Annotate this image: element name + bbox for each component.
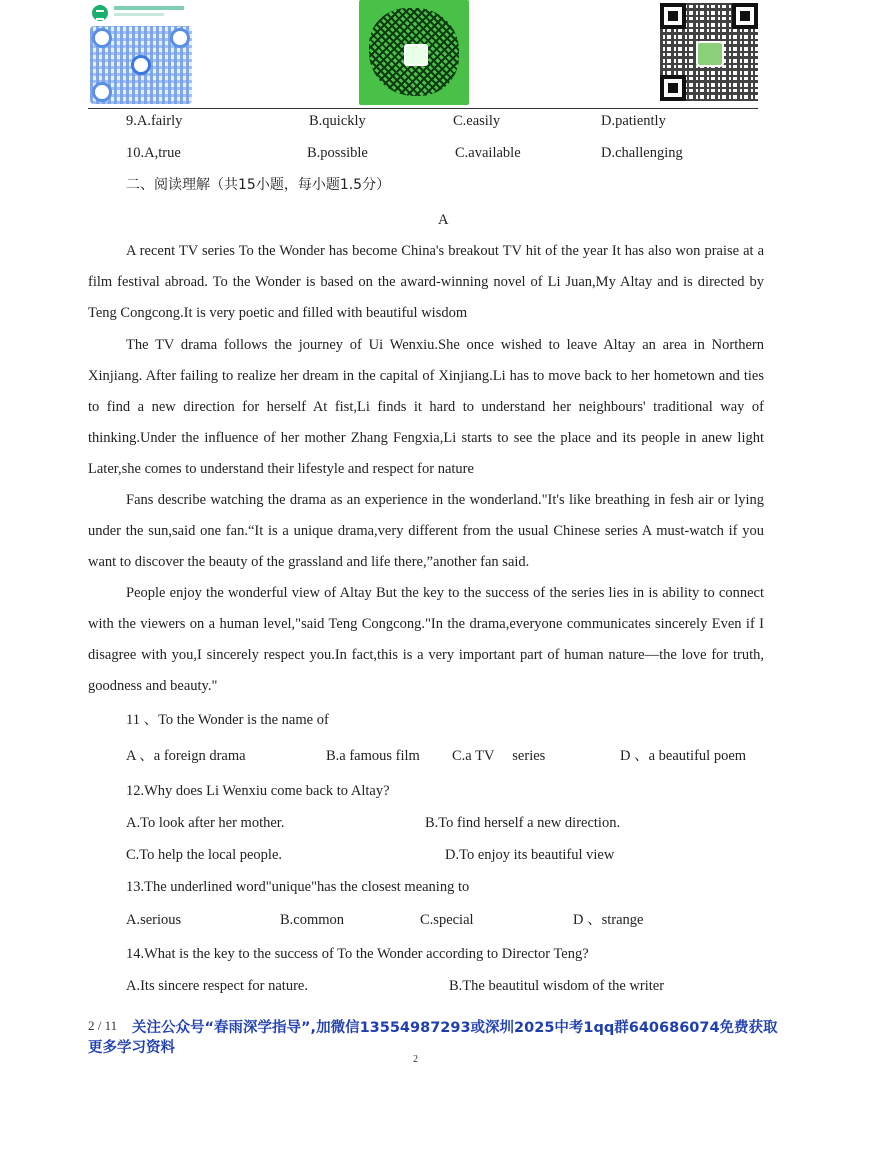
q12-option-a: A.To look after her mother. xyxy=(126,815,285,831)
q10-option-c: C.available xyxy=(455,145,521,161)
q10-option-b: B.possible xyxy=(307,145,368,161)
green-qr-code-icon xyxy=(359,0,469,105)
q13-stem: 13.The underlined word"unique"has the closest meaning to xyxy=(126,879,470,895)
mini-program-code xyxy=(90,26,192,104)
page-number: 2 xyxy=(413,1054,418,1065)
q12-option-d: D.To enjoy its beautiful view xyxy=(445,847,615,863)
q13-option-a: A.serious xyxy=(126,912,182,928)
q12-option-b: B.To find herself a new direction. xyxy=(425,815,621,831)
brand-logo xyxy=(90,2,192,20)
q10-option-a: 10.A,true xyxy=(126,145,181,161)
q11-option-b: B.a famous film xyxy=(326,748,420,764)
q14-option-b: B.The beautitul wisdom of the writer xyxy=(449,978,665,994)
paragraph-4: People enjoy the wonderful view of Altay But the key to the success of the series lies in is ability to connect with the viewers on a human level,"said Teng Congcong."In the drama,everyone communicates sincerely Even if I disagree with you,I sincerely respect you.In fact,this is a very important part of human nature—the love for truth, goodness and beauty." xyxy=(88,585,764,694)
q11-option-c: C.a TV series xyxy=(452,748,546,764)
qr-center-logo xyxy=(696,41,724,67)
q9-option-b: B.quickly xyxy=(309,113,366,129)
wechat-qr-code-icon xyxy=(660,3,758,101)
q13-option-c: C.special xyxy=(420,912,474,928)
q14-stem: 14.What is the key to the success of To the Wonder according to Director Teng? xyxy=(126,946,589,962)
q11-stem: 11 、To the Wonder is the name of xyxy=(126,712,329,728)
q13-option-b: B.common xyxy=(280,912,345,928)
q9-option-c: C.easily xyxy=(453,113,501,129)
q9-option-a: 9.A.fairly xyxy=(126,113,183,129)
q9-option-d: D.patiently xyxy=(601,113,666,129)
paragraph-2: The TV drama follows the journey of Ui Wenxiu.She once wished to leave Altay an area in Northern Xinjiang. After failing to realize her dream in the capital of Xinjiang.Li has to move back to her hometown and ties to find a new direction for herself At fist,Li finds it hard to understand her neighbours' traditional way of thinking.Under the influence of her mother Zhang Fengxia,Li starts to see the place and its people in anew light Later,she comes to understand their lifestyle and respect for nature xyxy=(88,337,764,477)
q11-option-d: D 、a beautiful poem xyxy=(620,748,747,764)
mini-program-qr-icon xyxy=(88,0,194,106)
paragraph-1: A recent TV series To the Wonder has become China's breakout TV hit of the year It has also won praise at a film festival abroad. To the Wonder is based on the award-winning novel of Li Juan,My Altay and is directed by Teng Congcong.It is very poetic and filled with beautiful wisdom xyxy=(88,243,764,321)
paragraph-3: Fans describe watching the drama as an experience in the wonderland."It's like breathing in fesh air or lying under the sun,said one fan.“It is a unique drama,very different from the usual Chinese series A must-watch if you want to discover the beauty of the grassland and life there,”another fan said. xyxy=(88,492,764,570)
q12-option-c: C.To help the local people. xyxy=(126,847,283,863)
q12-stem: 12.Why does Li Wenxiu come back to Altay? xyxy=(126,783,390,799)
footer-notice-line-2: 更多学习资料 xyxy=(88,1040,175,1056)
q10-option-d: D.challenging xyxy=(601,145,683,161)
q13-option-d: D 、strange xyxy=(573,912,644,928)
book-icon xyxy=(92,5,108,21)
section-title: 二、阅读理解（共15小题，每小题1.5分） xyxy=(126,177,391,193)
q11-option-a: A 、a foreign drama xyxy=(126,748,246,764)
passage-label: A xyxy=(438,212,449,228)
page-fraction: 2 / 11 xyxy=(88,1018,118,1033)
footer-notice-line-1: 关注公众号“春雨深学指导”,加微信13554987293或深圳2025中考1qq群640686074免费获取 xyxy=(132,1020,778,1036)
header-divider xyxy=(88,108,758,109)
q14-option-a: A.Its sincere respect for nature. xyxy=(126,978,308,994)
